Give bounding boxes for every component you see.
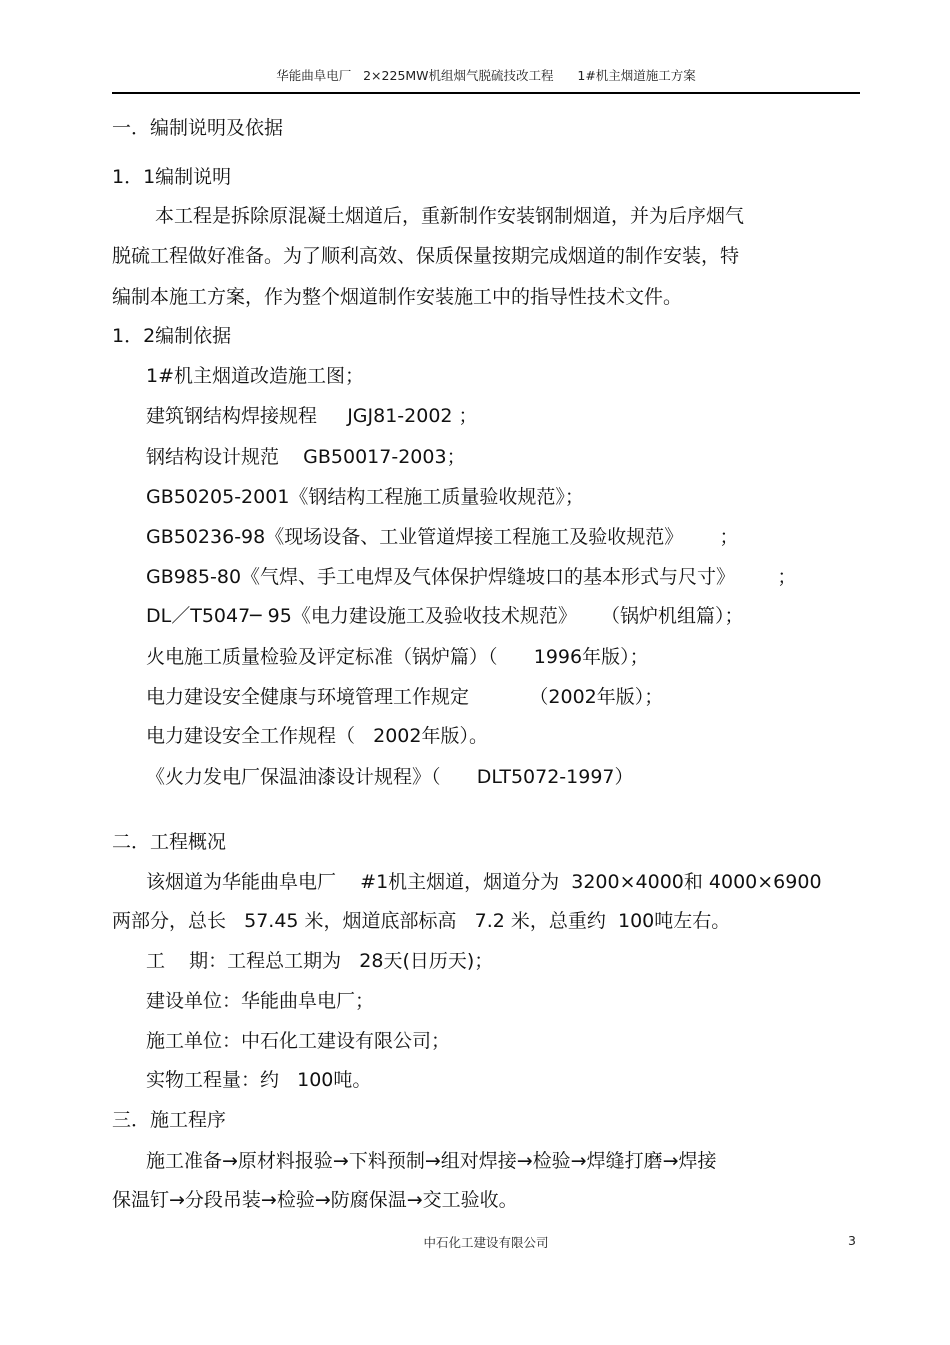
reference-item: 建筑钢结构焊接规程 JGJ81-2002 ； xyxy=(146,405,478,427)
section-heading-3: 三．施工程序 xyxy=(112,1109,227,1131)
reference-item: GB50205-2001《钢结构工程施工质量验收规范》； xyxy=(146,486,584,508)
reference-item: DL／T5047─ 95《电力建设施工及验收技术规范》 （锅炉机组篇）； xyxy=(146,605,744,627)
reference-item: GB985-80《气焊、手工电焊及气体保护焊缝坡口的基本形式与尺寸》 ； xyxy=(146,566,797,588)
paragraph-line: 两部分，总长 57.45 米，烟道底部标高 7.2 米，总重约 100吨左右。 xyxy=(112,910,731,932)
reference-item: 1#机主烟道改造施工图； xyxy=(146,365,365,387)
page-number: 3 xyxy=(848,1233,856,1248)
reference-item: 《火力发电厂保温油漆设计规程》（ DLT5072-1997） xyxy=(146,766,634,788)
subsection-heading-1-2: 1．2编制依据 xyxy=(112,325,232,347)
reference-item: 火电施工质量检验及评定标准（锅炉篇）（ 1996年版）； xyxy=(146,646,649,668)
paragraph-line: 脱硫工程做好准备。为了顺利高效、保质保量按期完成烟道的制作安装，特 xyxy=(112,245,740,267)
project-info-line: 工 期：工程总工期为 28天(日历天)； xyxy=(146,950,494,972)
section-heading-1: 一．编制说明及依据 xyxy=(112,117,284,139)
subsection-heading-1-1: 1．1编制说明 xyxy=(112,166,232,188)
header-rule xyxy=(112,92,860,94)
paragraph-line: 编制本施工方案，作为整个烟道制作安装施工中的指导性技术文件。 xyxy=(112,286,683,308)
project-info-line: 建设单位：华能曲阜电厂； xyxy=(146,990,375,1012)
paragraph-line: 保温钉→分段吊装→检验→防腐保温→交工验收。 xyxy=(112,1189,518,1211)
paragraph-line: 该烟道为华能曲阜电厂 #1机主烟道，烟道分为 3200×4000和 4000×6900 xyxy=(146,871,822,893)
page-header: 华能曲阜电厂 2×225MW机组烟气脱硫技改工程 1#机主烟道施工方案 xyxy=(276,68,696,83)
reference-item: 钢结构设计规范 GB50017-2003； xyxy=(146,446,466,468)
paragraph-line: 施工准备→原材料报验→下料预制→组对焊接→检验→焊缝打磨→焊接 xyxy=(146,1150,717,1172)
paragraph-line: 本工程是拆除原混凝土烟道后，重新制作安装钢制烟道，并为后序烟气 xyxy=(155,205,745,227)
project-info-line: 施工单位：中石化工建设有限公司； xyxy=(146,1030,451,1052)
footer-company: 中石化工建设有限公司 xyxy=(423,1235,549,1250)
project-info-line: 实物工程量：约 100吨。 xyxy=(146,1069,372,1091)
reference-item: 电力建设安全健康与环境管理工作规定 （2002年版）； xyxy=(146,686,664,708)
section-heading-2: 二．工程概况 xyxy=(112,831,227,853)
reference-item: 电力建设安全工作规程（ 2002年版）。 xyxy=(146,725,488,747)
reference-item: GB50236-98《现场设备、工业管道焊接工程施工及验收规范》 ； xyxy=(146,526,739,548)
